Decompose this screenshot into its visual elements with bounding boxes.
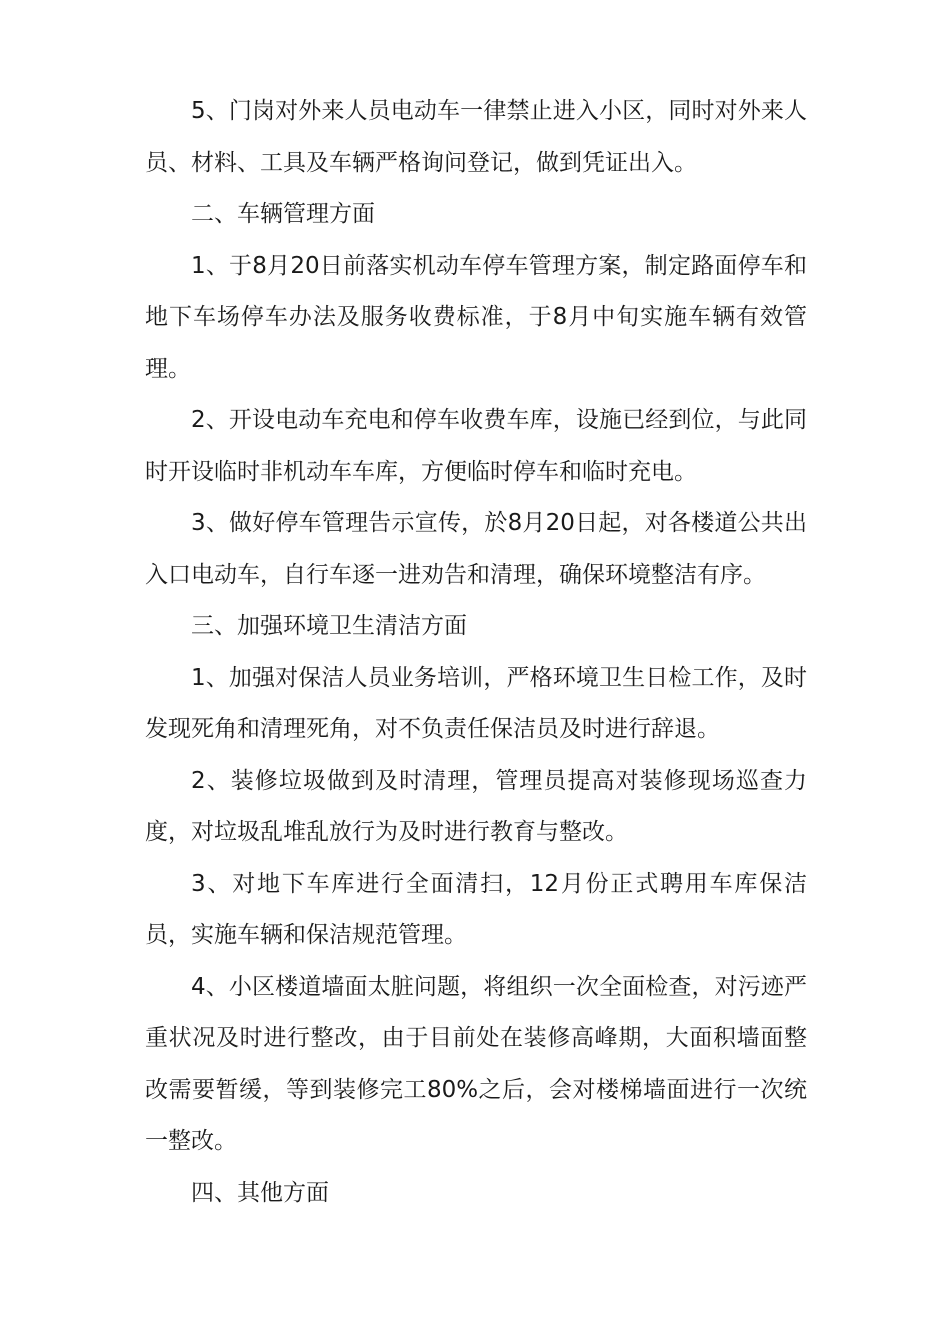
document-body <box>145 86 807 1219</box>
paragraph-cleaner-training: 1、加强对保洁人员业务培训，严格环境卫生日检工作，及时发现死角和清理死角，对不负责任保洁员及时进行辞退。 <box>145 664 807 742</box>
paragraph-gate-rules: 5、门岗对外来人员电动车一律禁止进入小区，同时对外来人员、材料、工具及车辆严格询问登记，做到凭证出入。 <box>145 98 807 176</box>
section-heading-other: 四、其他方面 <box>191 1179 329 1206</box>
paragraph-charging-garage: 2、开设电动车充电和停车收费车库，设施已经到位，与此同时开设临时非机动车车库，方便临时停车和临时充电。 <box>145 407 807 485</box>
paragraph-garage-cleaning: 3、对地下车库进行全面清扫，12月份正式聘用车库保洁员，实施车辆和保洁规范管理。 <box>145 870 807 948</box>
paragraph-renovation-waste: 2、装修垃圾做到及时清理，管理员提高对装修现场巡查力度，对垃圾乱堆乱放行为及时进行教育与整改。 <box>145 767 807 845</box>
paragraph-parking-notice: 3、做好停车管理告示宣传，於8月20日起，对各楼道公共出入口电动车，自行车逐一进劝告和清理，确保环境整洁有序。 <box>145 510 807 588</box>
paragraph-parking-plan: 1、于8月20日前落实机动车停车管理方案，制定路面停车和地下车场停车办法及服务收费标准，于8月中旬实施车辆有效管理。 <box>145 252 807 382</box>
section-heading-cleaning: 三、加强环境卫生清洁方面 <box>191 613 467 639</box>
paragraph-stairwell-walls: 4、小区楼道墙面太脏问题，将组织一次全面检查，对污迹严重状况及时进行整改，由于目前处在装修高峰期，大面积墙面整改需要暂缓，等到装修完工80%之后，会对楼梯墙面进行一次统一整改。 <box>145 973 807 1154</box>
section-heading-vehicle-management: 二、车辆管理方面 <box>191 201 375 227</box>
